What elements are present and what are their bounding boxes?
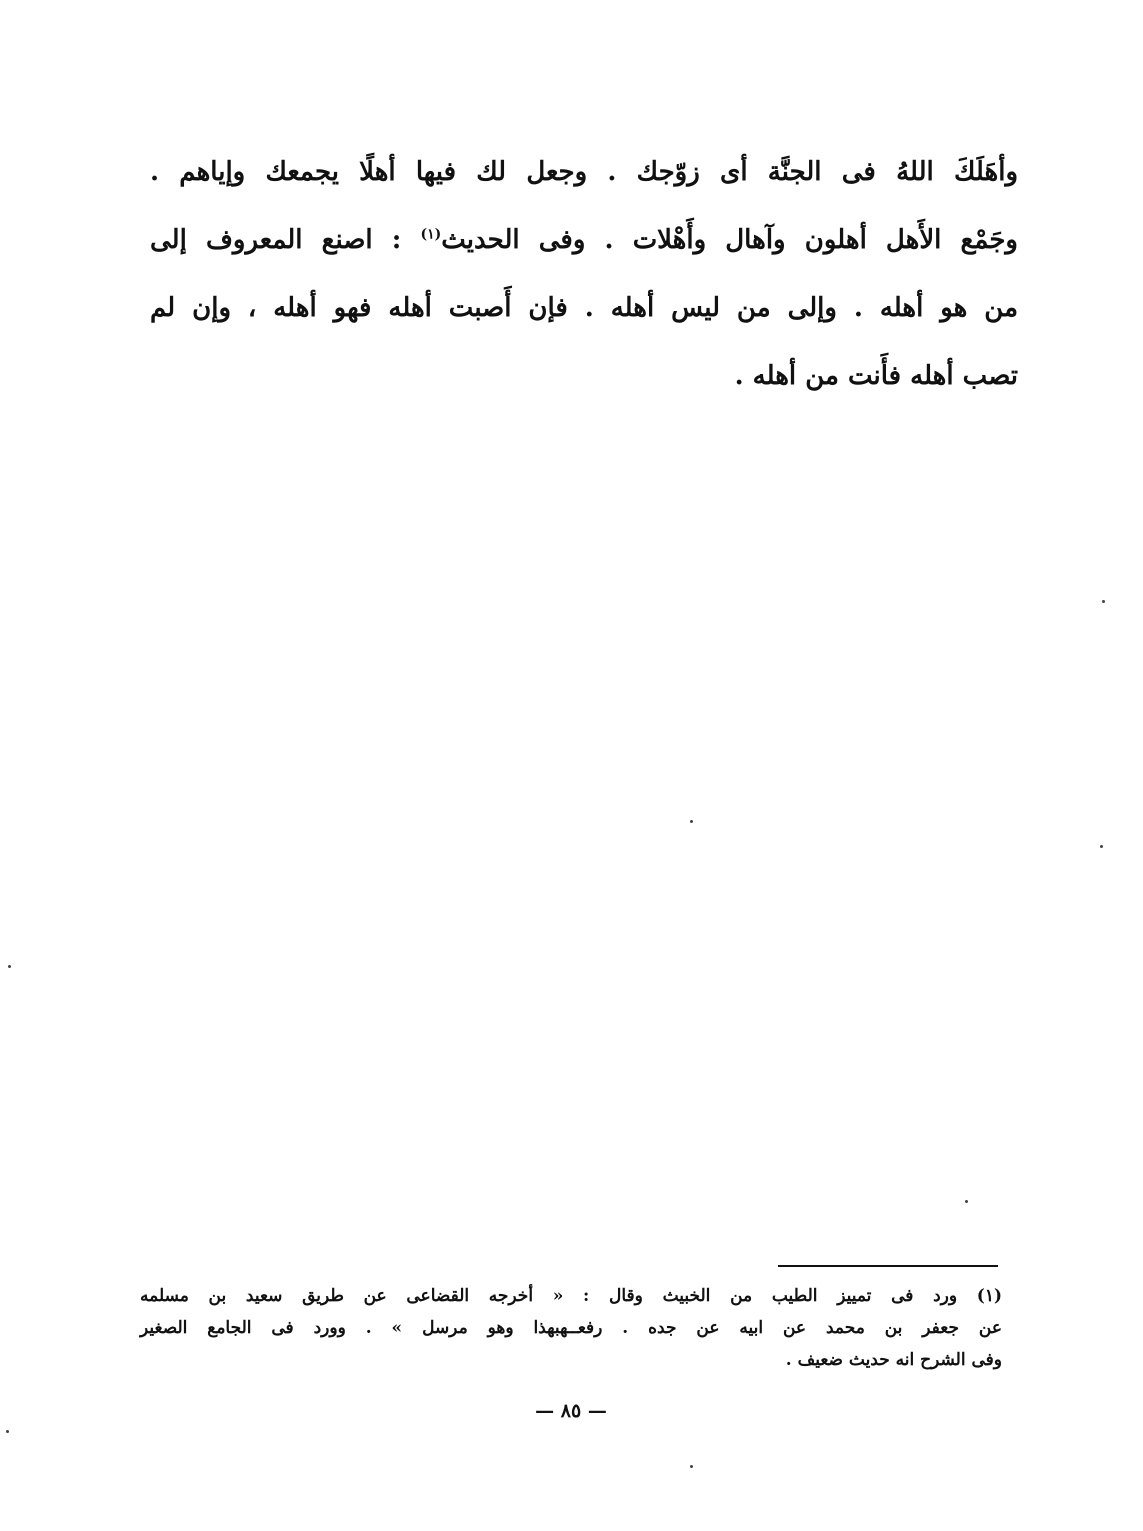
scan-speck — [1102, 600, 1105, 603]
scan-speck — [6, 1430, 9, 1433]
footnote-line: (١) ورد فى تمييز الطيب من الخبيث وقال : « أخرجه القضاعى عن طريق سعيد بن مسلمه — [140, 1286, 1002, 1306]
text-line: تصب أهله فأَنت من أهله . — [734, 361, 1018, 391]
scan-speck — [690, 820, 693, 823]
footnote-separator — [778, 1265, 998, 1267]
footnote-line: وفى الشرح انه حديث ضعيف . — [785, 1350, 1002, 1370]
footnote-line: عن جعفر بن محمد عن ابيه عن جده . رفعــهبهذا وهو مرسل » . وورد فى الجامع الصغير — [140, 1318, 1002, 1338]
text-line-with-footnote-ref — [150, 206, 1018, 274]
scan-speck — [965, 1200, 968, 1203]
text-line-part: وجَمْع الأَهل أهلون وآهال وأَهْلات . وفى الحديث — [441, 225, 1018, 255]
footnote-reference: (١) — [420, 226, 442, 243]
footnotes-block — [140, 1280, 1002, 1376]
text-line: من هو أهله . وإلى من ليس أهله . فإن أَصبت أهله فهو أهله ، وإن لم — [150, 293, 1018, 323]
page-number: — ٨٥ — — [535, 1400, 607, 1422]
main-text-block — [150, 138, 1018, 410]
text-line-part: : اصنع المعروف إلى — [150, 225, 402, 255]
scan-speck — [8, 965, 11, 968]
scan-speck — [1100, 845, 1103, 848]
scan-speck — [690, 1465, 693, 1468]
text-line: وأهَلَكَ اللهُ فى الجنَّة أى زوّجك . وجعل لك فيها أهلًا يجمعك وإياهم . — [150, 157, 1018, 187]
